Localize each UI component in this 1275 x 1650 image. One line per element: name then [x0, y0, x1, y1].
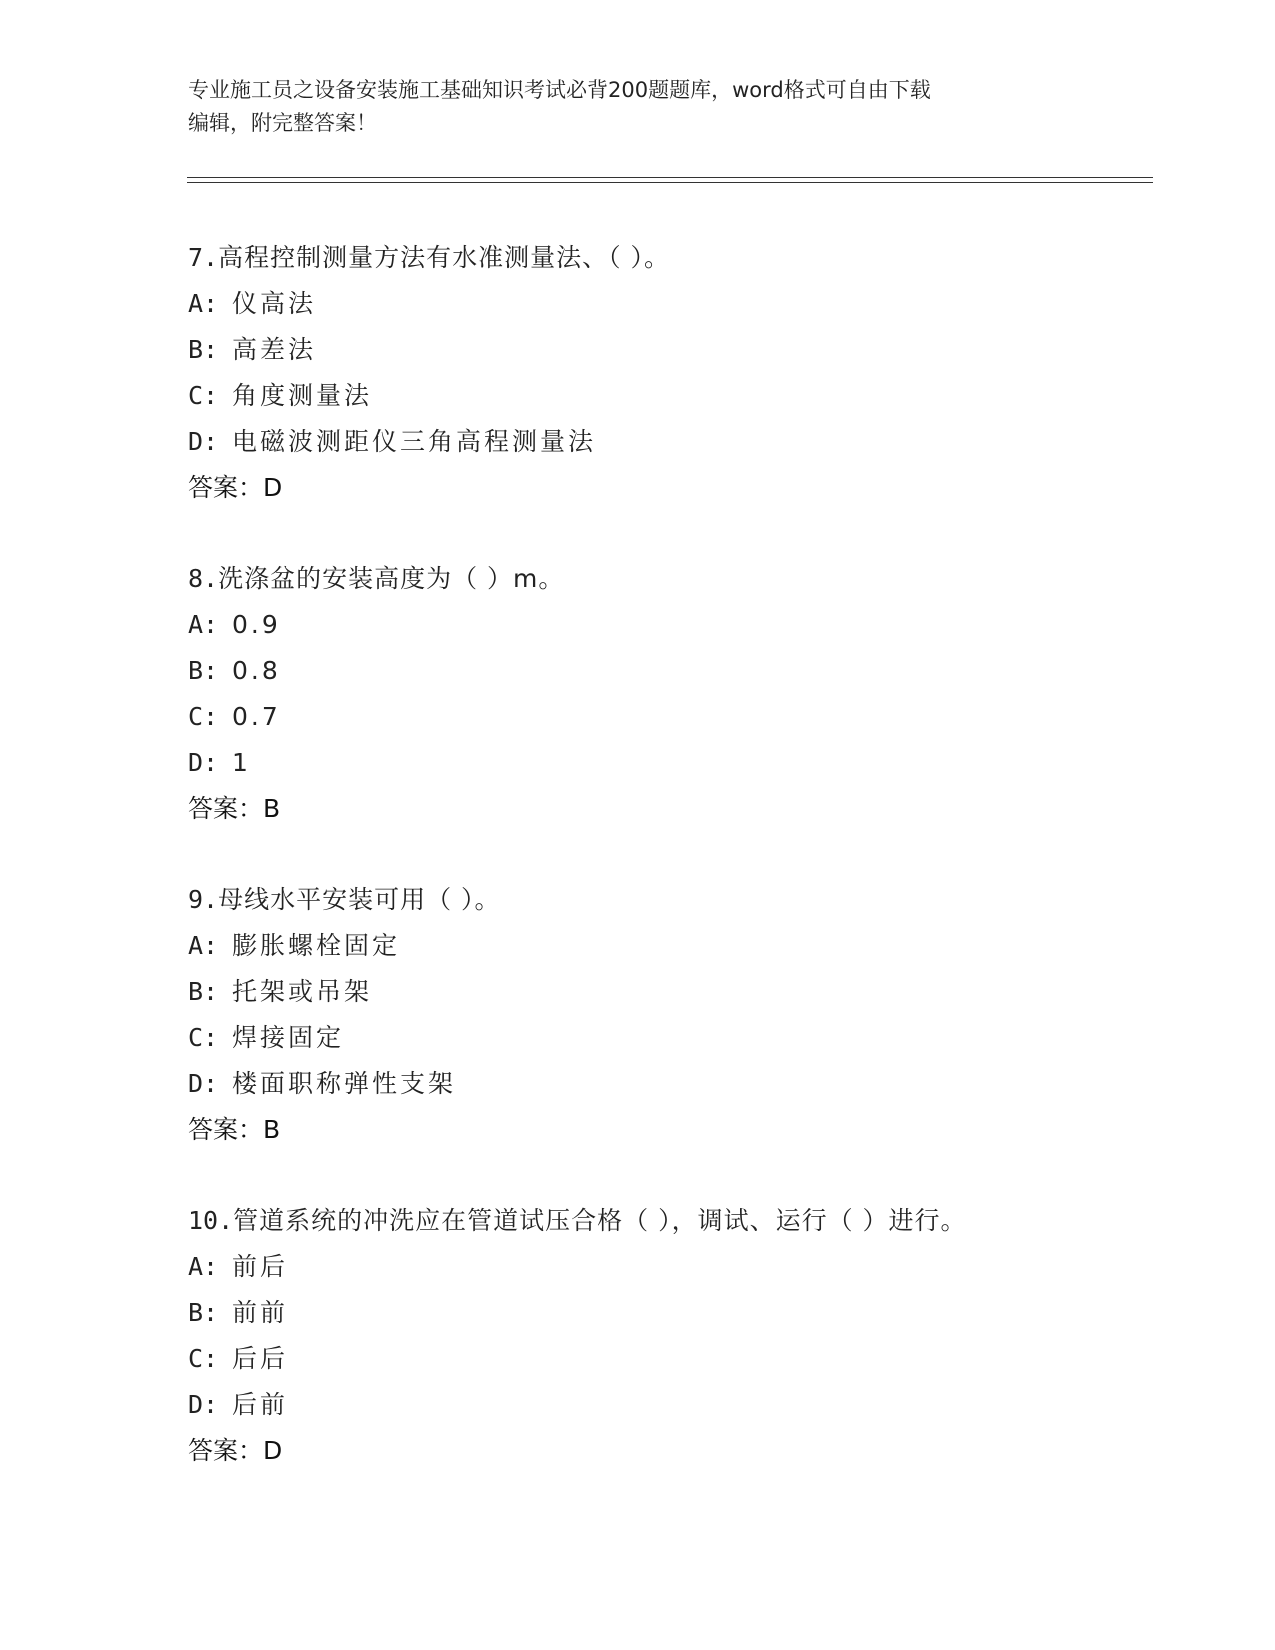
option-c: [188, 701, 1188, 733]
option-text: 0.7: [232, 702, 281, 731]
header-divider-bottom: [187, 182, 1153, 183]
option-letter: D:: [188, 1069, 219, 1098]
option-letter: A:: [188, 1252, 219, 1281]
option-text: 托架或吊架: [232, 977, 373, 1006]
option-letter: D:: [188, 748, 219, 777]
option-d: [188, 426, 1188, 458]
question-text: [188, 1205, 1188, 1237]
option-letter: B:: [188, 977, 219, 1006]
option-b: [188, 1297, 1188, 1329]
option-c: [188, 1022, 1188, 1054]
question-number: 8.: [188, 564, 219, 593]
option-letter: A:: [188, 610, 219, 639]
option-text: 焊接固定: [232, 1023, 345, 1052]
question-10: [188, 1205, 1188, 1467]
option-text: 0.8: [232, 656, 281, 685]
question-number: 7.: [188, 243, 219, 272]
option-a: [188, 288, 1188, 320]
question-text: [188, 884, 1188, 916]
header-divider-top: [187, 177, 1153, 178]
option-a: [188, 930, 1188, 962]
option-b: [188, 976, 1188, 1008]
option-text: 后后: [232, 1344, 289, 1373]
option-letter: A:: [188, 931, 219, 960]
question-prompt: 管道系统的冲洗应在管道试压合格（ ），调试、运行（ ）进行。: [233, 1206, 967, 1235]
question-7: [188, 242, 1188, 504]
option-text: 楼面职称弹性支架: [232, 1069, 457, 1098]
question-number: 10.: [188, 1206, 234, 1235]
option-b: [188, 334, 1188, 366]
question-9: [188, 884, 1188, 1146]
option-c: [188, 380, 1188, 412]
option-letter: D:: [188, 427, 219, 456]
option-text: 前前: [232, 1298, 289, 1327]
header-line-2: 编辑，附完整答案！: [188, 111, 377, 135]
option-text: 电磁波测距仪三角高程测量法: [232, 427, 597, 456]
option-letter: B:: [188, 1298, 219, 1327]
question-text: [188, 242, 1188, 274]
option-text: 后前: [232, 1390, 289, 1419]
option-d: [188, 747, 1188, 779]
option-text: 仪高法: [232, 289, 317, 318]
option-letter: C:: [188, 1344, 219, 1373]
question-prompt: 母线水平安装可用（ ）。: [218, 885, 501, 914]
question-text: [188, 563, 1188, 595]
option-letter: B:: [188, 656, 219, 685]
option-letter: A:: [188, 289, 219, 318]
answer-line: 答案：B: [188, 1115, 281, 1144]
question-number: 9.: [188, 885, 219, 914]
option-letter: C:: [188, 702, 219, 731]
header-line-1: 专业施工员之设备安装施工基础知识考试必背200题题库，word格式可自由下载: [188, 78, 931, 102]
option-c: [188, 1343, 1188, 1375]
option-text: 角度测量法: [232, 381, 373, 410]
option-letter: B:: [188, 335, 219, 364]
option-letter: C:: [188, 1023, 219, 1052]
answer-line: 答案：D: [188, 473, 283, 502]
option-a: [188, 609, 1188, 641]
option-a: [188, 1251, 1188, 1283]
option-text: 膨胀螺栓固定: [232, 931, 401, 960]
option-letter: D:: [188, 1390, 219, 1419]
option-letter: C:: [188, 381, 219, 410]
option-text: 前后: [232, 1252, 289, 1281]
answer-line: 答案：D: [188, 1436, 283, 1465]
answer-line: 答案：B: [188, 794, 281, 823]
document-header: [188, 74, 1068, 140]
option-d: [188, 1068, 1188, 1100]
question-8: [188, 563, 1188, 825]
option-text: 高差法: [232, 335, 317, 364]
option-d: [188, 1389, 1188, 1421]
question-prompt: 洗涤盆的安装高度为（ ）m。: [218, 564, 565, 593]
question-prompt: 高程控制测量方法有水准测量法、（ ）。: [218, 243, 671, 272]
option-text: 1: [232, 748, 251, 777]
option-text: 0.9: [232, 610, 281, 639]
option-b: [188, 655, 1188, 687]
